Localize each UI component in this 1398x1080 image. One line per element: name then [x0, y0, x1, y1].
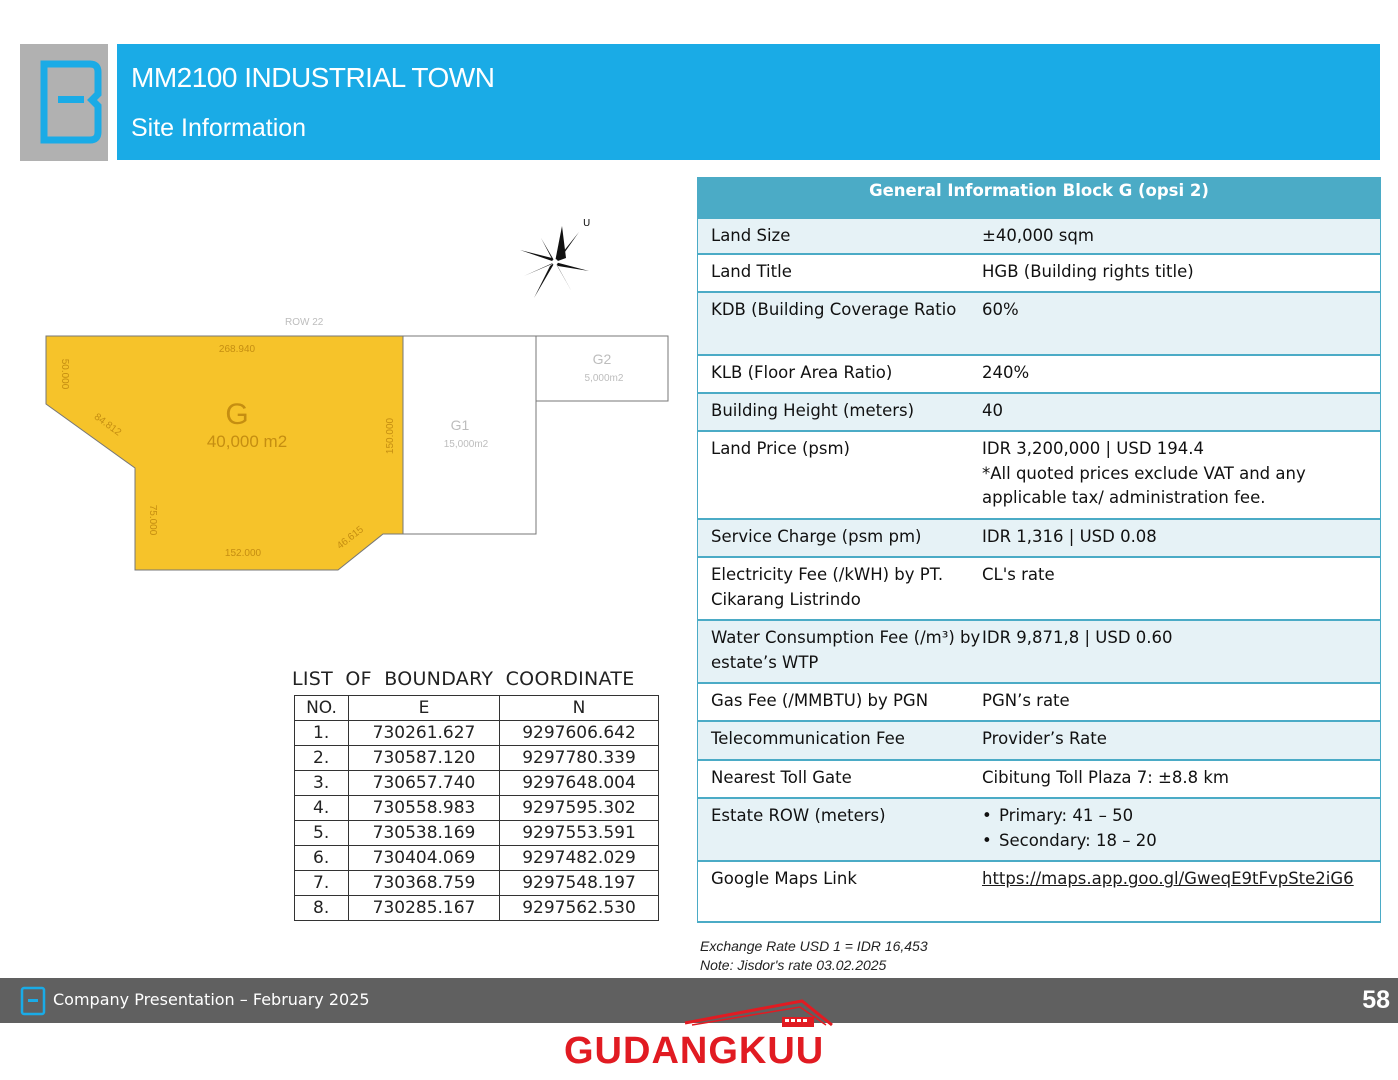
- exchange-rate-text: Exchange Rate USD 1 = IDR 16,453: [700, 938, 928, 954]
- warehouse-roof-icon: [560, 995, 840, 1035]
- dim-right: 150.000: [385, 417, 396, 455]
- land-price-note: *All quoted prices exclude VAT and any applicable tax/ administration fee.: [982, 463, 1306, 507]
- table-row: [295, 771, 659, 796]
- info-label: Estate ROW (meters): [711, 806, 886, 825]
- list-item: • Secondary: 18 – 20: [982, 829, 1370, 854]
- info-label: Google Maps Link: [711, 869, 857, 888]
- block-g1-name: G1: [450, 417, 470, 433]
- list-item: • Primary: 41 – 50: [982, 804, 1370, 829]
- cell-e: 730368.759: [349, 871, 500, 896]
- info-row-google-maps: [697, 860, 1381, 923]
- block-g2-area: 5,000m2: [584, 373, 624, 384]
- cell-e: 730261.627: [349, 721, 500, 746]
- block-g2-name: G2: [592, 351, 612, 367]
- cell-n: 9297648.004: [500, 771, 659, 796]
- general-info-table: [697, 177, 1381, 923]
- cell-e: 730538.169: [349, 821, 500, 846]
- info-row-toll-gate: [697, 759, 1381, 797]
- info-value: 240%: [982, 363, 1030, 382]
- info-label: Electricity Fee (/kWH) by PT. Cikarang Listrindo: [711, 565, 944, 609]
- land-price-value: IDR 3,200,000 | USD 194.4: [982, 439, 1205, 458]
- info-value: Cibitung Toll Plaza 7: ±8.8 km: [982, 768, 1229, 787]
- col-header-no: NO.: [295, 696, 349, 721]
- info-label: Building Height (meters): [711, 401, 915, 420]
- table-row: [295, 796, 659, 821]
- cell-no: 6.: [295, 846, 349, 871]
- info-row-gas: [697, 682, 1381, 720]
- col-header-e: E: [349, 696, 500, 721]
- cell-no: 4.: [295, 796, 349, 821]
- logo-b-icon: [20, 44, 108, 161]
- dim-bottom: 152.000: [224, 548, 262, 559]
- info-row-estate-row: [697, 797, 1381, 860]
- info-value: HGB (Building rights title): [982, 262, 1194, 281]
- block-g-name: G: [225, 398, 249, 431]
- cell-no: 8.: [295, 896, 349, 921]
- info-row-land-price: [697, 430, 1381, 518]
- compass-label: U: [583, 218, 591, 229]
- info-value: IDR 1,316 | USD 0.08: [982, 527, 1157, 546]
- cell-n: 9297595.302: [500, 796, 659, 821]
- jisdor-note-text: Note: Jisdor's rate 03.02.2025: [700, 957, 887, 973]
- brand-name: GUDANGKUU: [564, 1030, 825, 1072]
- cell-n: 9297562.530: [500, 896, 659, 921]
- table-row: [295, 746, 659, 771]
- info-row-telecom: [697, 720, 1381, 759]
- info-value: CL's rate: [982, 565, 1055, 584]
- info-value: [982, 432, 1380, 518]
- cell-e: 730558.983: [349, 796, 500, 821]
- cell-no: 3.: [295, 771, 349, 796]
- cell-no: 1.: [295, 721, 349, 746]
- table-row: [295, 721, 659, 746]
- table-row: [295, 871, 659, 896]
- info-label: Telecommunication Fee: [711, 729, 905, 748]
- dim-left: 50.000: [59, 358, 70, 390]
- cell-n: 9297548.197: [500, 871, 659, 896]
- cell-e: 730285.167: [349, 896, 500, 921]
- coordinate-list-title: LIST OF BOUNDARY COORDINATE: [292, 668, 635, 690]
- cell-e: 730587.120: [349, 746, 500, 771]
- info-label: KDB (Building Coverage Ratio: [711, 300, 957, 319]
- footer-logo-icon: [20, 986, 46, 1016]
- info-row-water: [697, 619, 1381, 682]
- info-label: Water Consumption Fee (/m³) by estate’s WTP: [711, 628, 981, 672]
- dim-lower-left: 75.000: [147, 504, 158, 536]
- col-header-n: N: [500, 696, 659, 721]
- info-value: PGN’s rate: [982, 691, 1070, 710]
- cell-no: 2.: [295, 746, 349, 771]
- north-compass-icon: [520, 218, 590, 298]
- dim-lower-diagonal: 46.615: [335, 524, 366, 552]
- info-value: [982, 799, 1380, 860]
- footer-text: Company Presentation – February 2025: [53, 990, 370, 1009]
- page-subtitle: Site Information: [131, 114, 307, 142]
- road-label: ROW 22: [285, 317, 324, 328]
- cell-no: 5.: [295, 821, 349, 846]
- info-label: Service Charge (psm pm): [711, 527, 922, 546]
- info-table-title: General Information Block G (opsi 2): [697, 177, 1381, 217]
- info-row-kdb: [697, 291, 1381, 354]
- cell-n: 9297482.029: [500, 846, 659, 871]
- info-value: 40: [982, 401, 1003, 420]
- exchange-note: [700, 937, 928, 975]
- block-g2: [536, 336, 668, 401]
- info-label: Gas Fee (/MMBTU) by PGN: [711, 691, 929, 710]
- coordinate-table: [294, 695, 659, 921]
- info-value: [982, 862, 1380, 921]
- company-logo: [20, 44, 108, 161]
- dim-top: 268.940: [218, 344, 256, 355]
- brand-logo: [560, 995, 840, 1080]
- info-label: Land Size: [711, 226, 791, 245]
- block-g1: [403, 336, 536, 534]
- info-row-service-charge: [697, 518, 1381, 556]
- cell-no: 7.: [295, 871, 349, 896]
- info-row-building-height: [697, 392, 1381, 430]
- page-title: MM2100 INDUSTRIAL TOWN: [131, 62, 495, 93]
- block-g1-area: 15,000m2: [443, 439, 489, 450]
- cell-n: 9297606.642: [500, 721, 659, 746]
- google-maps-link[interactable]: https://maps.app.goo.gl/GweqE9tFvpSte2iG6: [982, 869, 1354, 888]
- dim-diagonal: 84.812: [91, 411, 124, 439]
- info-value: ±40,000 sqm: [982, 226, 1094, 245]
- cell-e: 730657.740: [349, 771, 500, 796]
- cell-n: 9297553.591: [500, 821, 659, 846]
- cell-n: 9297780.339: [500, 746, 659, 771]
- cell-e: 730404.069: [349, 846, 500, 871]
- info-row-land-title: [697, 253, 1381, 291]
- info-label: Nearest Toll Gate: [711, 768, 852, 787]
- block-g-area: 40,000 m2: [206, 432, 288, 451]
- info-value: 60%: [982, 300, 1019, 319]
- header-bar: [117, 44, 1380, 160]
- info-row-land-size: [697, 217, 1381, 253]
- info-value: Provider’s Rate: [982, 729, 1107, 748]
- info-value: IDR 9,871,8 | USD 0.60: [982, 628, 1173, 647]
- info-row-electricity: [697, 556, 1381, 619]
- table-row: [295, 821, 659, 846]
- page-number: 58: [1362, 986, 1390, 1014]
- site-plan-map: [30, 205, 680, 585]
- info-label: KLB (Floor Area Ratio): [711, 363, 893, 382]
- estate-row-list: [982, 804, 1370, 853]
- table-row: [295, 896, 659, 921]
- table-row: [295, 846, 659, 871]
- info-label: Land Price (psm): [711, 439, 850, 458]
- info-label: Land Title: [711, 262, 792, 281]
- info-row-klb: [697, 354, 1381, 392]
